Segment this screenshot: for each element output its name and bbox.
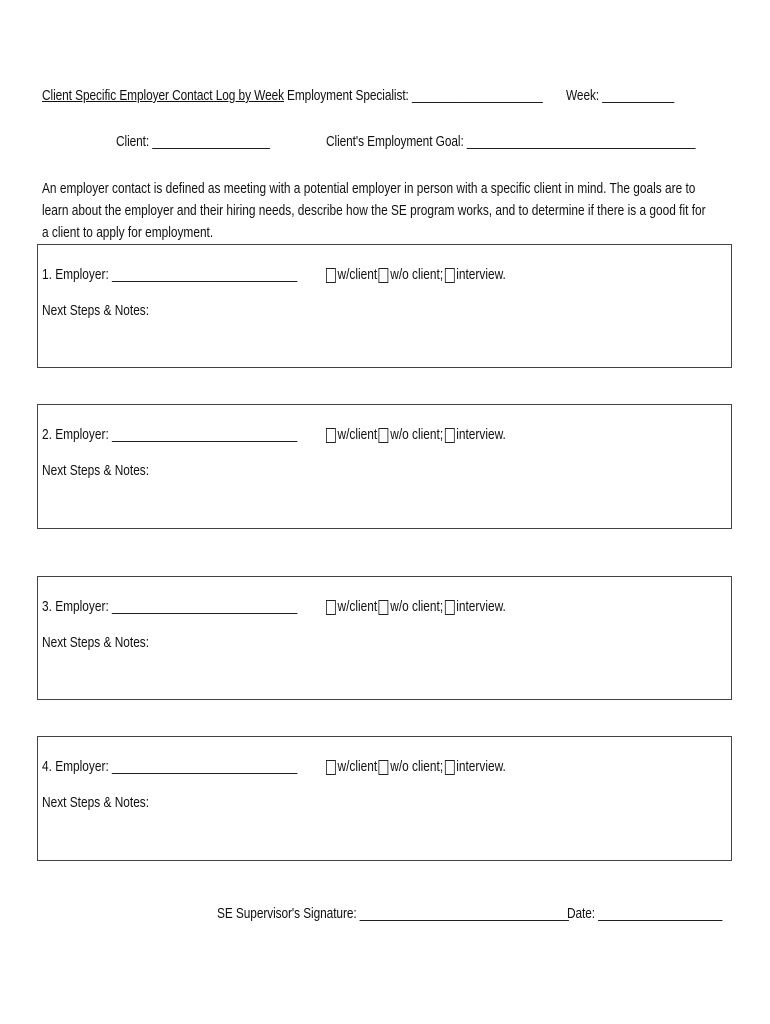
with-client-label: w/client bbox=[337, 427, 378, 443]
employer-entry-1 bbox=[37, 244, 732, 368]
with-client-checkbox[interactable] bbox=[326, 428, 336, 443]
date-field[interactable]: Date: ___________________ bbox=[567, 906, 723, 922]
without-client-checkbox[interactable] bbox=[379, 600, 389, 615]
employer-entry-2 bbox=[37, 404, 732, 529]
interview-label: interview. bbox=[456, 427, 506, 443]
employer-field[interactable]: 1. Employer: ____________________________ bbox=[42, 267, 298, 283]
notes-label: Next Steps & Notes: bbox=[42, 463, 150, 479]
with-client-label: w/client bbox=[337, 267, 378, 283]
employer-entry-4 bbox=[37, 736, 732, 861]
client-field[interactable]: Client: __________________ bbox=[116, 134, 270, 150]
notes-label: Next Steps & Notes: bbox=[42, 795, 150, 811]
with-client-checkbox[interactable] bbox=[326, 760, 336, 775]
employment-goal-field[interactable]: Client's Employment Goal: ___________________________________ bbox=[326, 134, 696, 150]
employer-field[interactable]: 3. Employer: ____________________________ bbox=[42, 599, 298, 615]
without-client-checkbox[interactable] bbox=[379, 760, 389, 775]
without-client-label: w/o client; bbox=[390, 759, 444, 775]
with-client-label: w/client bbox=[337, 599, 378, 615]
with-client-checkbox[interactable] bbox=[326, 268, 336, 283]
employer-field[interactable]: 4. Employer: ____________________________ bbox=[42, 759, 298, 775]
without-client-label: w/o client; bbox=[390, 267, 444, 283]
log-title: Client Specific Employer Contact Log by Week bbox=[42, 88, 285, 104]
without-client-checkbox[interactable] bbox=[379, 268, 389, 283]
employment-specialist-field[interactable]: Employment Specialist: ____________________ bbox=[287, 88, 543, 104]
interview-checkbox[interactable] bbox=[445, 600, 455, 615]
notes-label: Next Steps & Notes: bbox=[42, 635, 150, 651]
interview-checkbox[interactable] bbox=[445, 760, 455, 775]
employer-field[interactable]: 2. Employer: ____________________________ bbox=[42, 427, 298, 443]
interview-label: interview. bbox=[456, 599, 506, 615]
without-client-label: w/o client; bbox=[390, 427, 444, 443]
interview-label: interview. bbox=[456, 759, 506, 775]
without-client-checkbox[interactable] bbox=[379, 428, 389, 443]
interview-checkbox[interactable] bbox=[445, 268, 455, 283]
interview-checkbox[interactable] bbox=[445, 428, 455, 443]
intro-paragraph: An employer contact is defined as meeting with a potential employer in person with a specific client in mind. The goals are to learn about the employer and their hiring needs, describe how the SE program works, and to determine if there is a good fit for a client to apply for employment. bbox=[42, 181, 706, 241]
interview-label: interview. bbox=[456, 267, 506, 283]
without-client-label: w/o client; bbox=[390, 599, 444, 615]
supervisor-signature-field[interactable]: SE Supervisor's Signature: ________________________________ bbox=[217, 906, 569, 922]
with-client-checkbox[interactable] bbox=[326, 600, 336, 615]
with-client-label: w/client bbox=[337, 759, 378, 775]
week-field[interactable]: Week: ___________ bbox=[566, 88, 675, 104]
notes-label: Next Steps & Notes: bbox=[42, 303, 150, 319]
employer-entry-3 bbox=[37, 576, 732, 700]
